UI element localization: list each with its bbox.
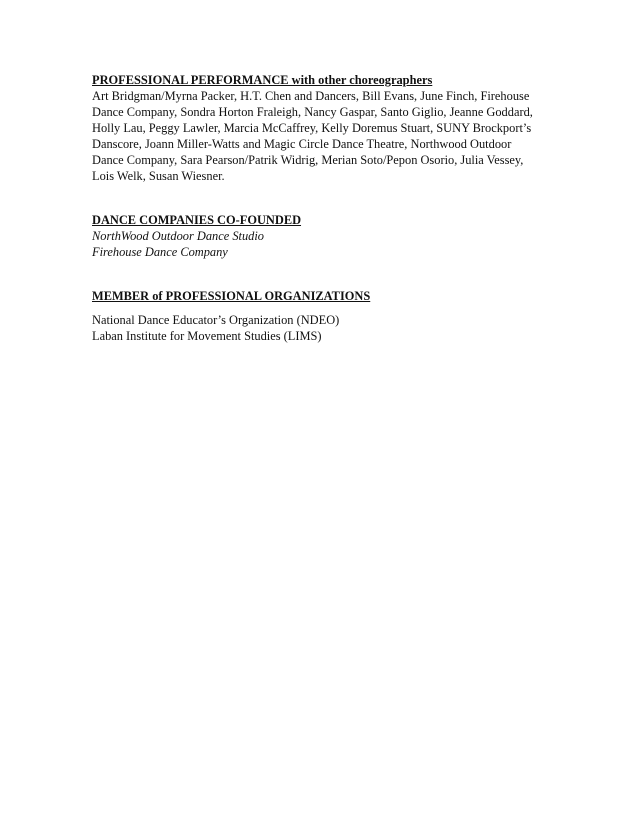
organization-list (92, 312, 552, 344)
section-heading-companies: DANCE COMPANIES CO-FOUNDED (92, 213, 302, 227)
section-heading-performance: PROFESSIONAL PERFORMANCE with other choreographers (92, 73, 433, 87)
performance-line: Art Bridgman/Myrna Packer, H.T. Chen and Dancers, Bill Evans, June Finch, Firehouse (92, 89, 530, 103)
section-heading-organizations: MEMBER of PROFESSIONAL ORGANIZATIONS (92, 289, 371, 303)
company-item: NorthWood Outdoor Dance Studio (92, 229, 264, 243)
organization-item: National Dance Educator’s Organization (NDEO) (92, 313, 340, 327)
performance-line: Dance Company, Sondra Horton Fraleigh, Nancy Gaspar, Santo Giglio, Jeanne Goddard, (92, 105, 533, 119)
organization-item: Laban Institute for Movement Studies (LIMS) (92, 329, 322, 343)
section-dance-companies (92, 212, 552, 260)
performance-line: Lois Welk, Susan Wiesner. (92, 169, 225, 183)
performance-line: Danscore, Joann Miller-Watts and Magic Circle Dance Theatre, Northwood Outdoor (92, 137, 512, 151)
performance-line: Dance Company, Sara Pearson/Patrik Widrig, Merian Soto/Pepon Osorio, Julia Vessey, (92, 153, 524, 167)
section-professional-organizations (92, 288, 552, 344)
section-professional-performance (92, 72, 552, 184)
document-page (92, 72, 552, 344)
company-item: Firehouse Dance Company (92, 245, 228, 259)
performance-line: Holly Lau, Peggy Lawler, Marcia McCaffrey, Kelly Doremus Stuart, SUNY Brockport’s (92, 121, 532, 135)
